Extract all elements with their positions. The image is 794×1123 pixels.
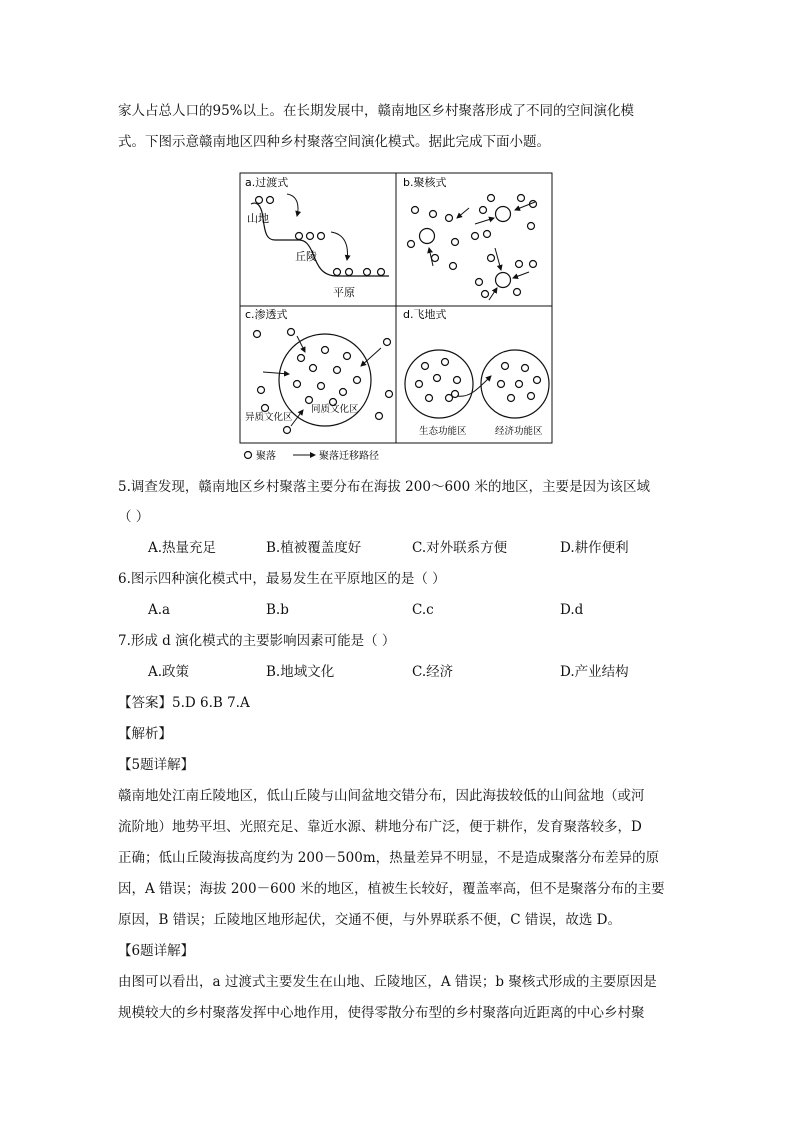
q5-detail-line-5: 原因，B 错误；丘陵地区地形起伏，交通不便，与外界联系不便，C 错误，故选 D。: [118, 912, 621, 928]
analysis-heading: 【解析】: [118, 726, 172, 742]
q6-stem: 6.图示四种演化模式中，最易发生在平原地区的是（ ）: [118, 571, 446, 587]
q5-option-b: B.植被覆盖度好: [266, 540, 362, 556]
panel-b-arrows: [429, 202, 535, 300]
q5-detail-line-3: 正确；低山丘陵海拔高度约为 200－500m，热量差异不明显，不是造成聚落分布差异的原: [118, 850, 660, 866]
panel-a-title: a.过渡式: [245, 176, 289, 189]
plain-label: 平原: [333, 286, 355, 299]
panel-d-settlements: [416, 359, 541, 402]
panel-b-title: b.聚核式: [403, 176, 447, 189]
q5-detail-heading: 【5题详解】: [118, 757, 195, 773]
q5-detail-line-1: 赣南地处江南丘陵地区，低山丘陵与山间盆地交错分布，因此海拔较低的山间盆地（或河: [118, 788, 645, 804]
q5-detail-line-4: 因，A 错误；海拔 200－600 米的地区，植被生长较好，覆盖率高，但不是聚落分布的主要: [118, 881, 665, 897]
intro-line-1: 家人占总人口的95%以上。在长期发展中，赣南地区乡村聚落形成了不同的空间演化模: [118, 103, 635, 119]
panel-c-title: c.渗透式: [245, 308, 288, 321]
q6-option-c: C.c: [412, 602, 434, 618]
q7-option-b: B.地域文化: [266, 664, 335, 680]
q7-option-a: A.政策: [148, 664, 190, 680]
panel-b-settlements: [408, 195, 537, 298]
q7-option-c: C.经济: [412, 664, 454, 680]
hill-label: 丘陵: [295, 250, 317, 263]
homogeneous-culture-label: 同质文化区: [311, 404, 359, 415]
panel-d-arrow: [457, 376, 491, 396]
panel-a-settlements: [256, 197, 385, 276]
q5-paren: （ ）: [118, 509, 150, 525]
q5-option-d: D.耕作便利: [560, 540, 629, 556]
q6-detail-line-1: 由图可以看出，a 过渡式主要发生在山地、丘陵地区，A 错误；b 聚核式形成的主要原因是: [118, 974, 657, 990]
q7-option-d: D.产业结构: [560, 664, 629, 680]
q5-option-c: C.对外联系方便: [412, 540, 508, 556]
q5-detail-line-2: 流阶地）地势平坦、光照充足、靠近水源、耕地分布广泛，便于耕作，发育聚落较多，D: [118, 819, 642, 835]
answer-line: 【答案】5.D 6.B 7.A: [118, 695, 250, 711]
legend-path-label: 聚落迁移路径: [319, 451, 379, 462]
q7-stem: 7.形成 d 演化模式的主要影响因素可能是（ ）: [118, 633, 396, 649]
q5-stem: 5.调查发现，赣南地区乡村聚落主要分布在海拔 200～600 米的地区，主要是因为该区域: [118, 479, 650, 495]
legend-settlement-symbol: [245, 452, 252, 459]
settlement-evolution-figure: [239, 172, 553, 464]
q6-option-a: A.a: [148, 602, 171, 618]
ecological-zone-label: 生态功能区: [419, 426, 467, 437]
intro-line-2: 式。下图示意赣南地区四种乡村聚落空间演化模式。据此完成下面小题。: [118, 134, 550, 150]
economic-zone-label: 经济功能区: [495, 426, 543, 437]
q5-option-a: A.热量充足: [148, 540, 217, 556]
q6-option-b: B.b: [266, 602, 289, 618]
panel-d-title: d.飞地式: [403, 308, 447, 321]
q6-option-d: D.d: [560, 602, 584, 618]
mountain-label: 山地: [247, 212, 269, 225]
heterogeneous-culture-label: 异质文化区: [245, 412, 293, 423]
q6-detail-line-2: 规模较大的乡村聚落发挥中心地作用，使得零散分布型的乡村聚落向近距离的中心乡村聚: [118, 1005, 645, 1021]
q6-detail-heading: 【6题详解】: [118, 943, 195, 959]
legend-settlement-label: 聚落: [256, 451, 276, 462]
